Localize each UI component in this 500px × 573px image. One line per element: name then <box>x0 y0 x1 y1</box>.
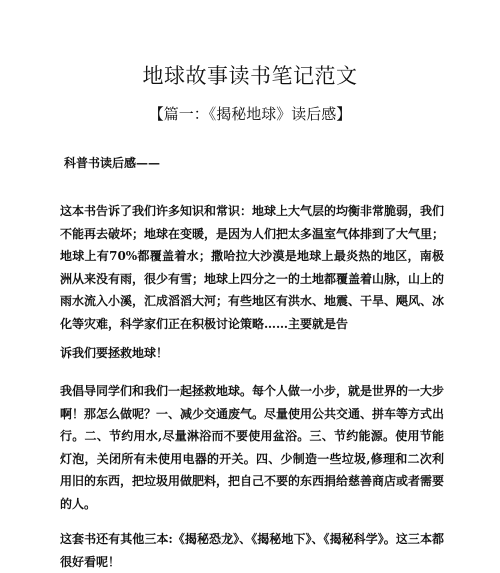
paragraph-actions: 我倡导同学们和我们一起拯救地球。每个人做一小步，就是世界的一大步啊！那怎么做呢？一、减少交通废气。尽量使用公共交通、拼车等方式出行。二、节约用水,尽量淋浴而不要使用盆浴。三、节约能源。使用节能灯泡，关闭所有未使用电器的开关。四、少制造一些垃圾,修理和二次利用旧的东西，把垃圾用做肥料，把自己不要的东西捐给慈善商店或者需要的人。 <box>60 384 445 511</box>
paragraph-knowledge: 这本书告诉了我们许多知识和常识：地球上大气层的均衡非常脆弱，我们不能再去破坏；地球在变暖，是因为人们把太多温室气体排到了大气里；地球上有70%都覆盖着水；撒哈拉大沙漠是地球上最炎热的地区，南极洲从来没有雨，很少有雪；地球上四分之一的土地都覆盖着山脉，山上的雨水流入小溪，汇成滔滔大河；有些地区有洪水、地震、干旱、飓风、冰化等灾难，科学家们正在积极讨论策略……主要就是告 <box>60 204 445 331</box>
paragraph-save-earth: 诉我们要拯救地球！ <box>60 346 169 360</box>
paragraph-series: 这套书还有其他三本:《揭秘恐龙》、《揭秘地下》、《揭秘科学》。这三本都很好看呢！ <box>60 532 444 569</box>
document-title: 地球故事读书笔记范文 <box>142 64 358 88</box>
document-subtitle: 【篇一：《揭秘地球》读后感】 <box>148 105 352 123</box>
section-heading: 科普书读后感—— <box>64 156 161 170</box>
